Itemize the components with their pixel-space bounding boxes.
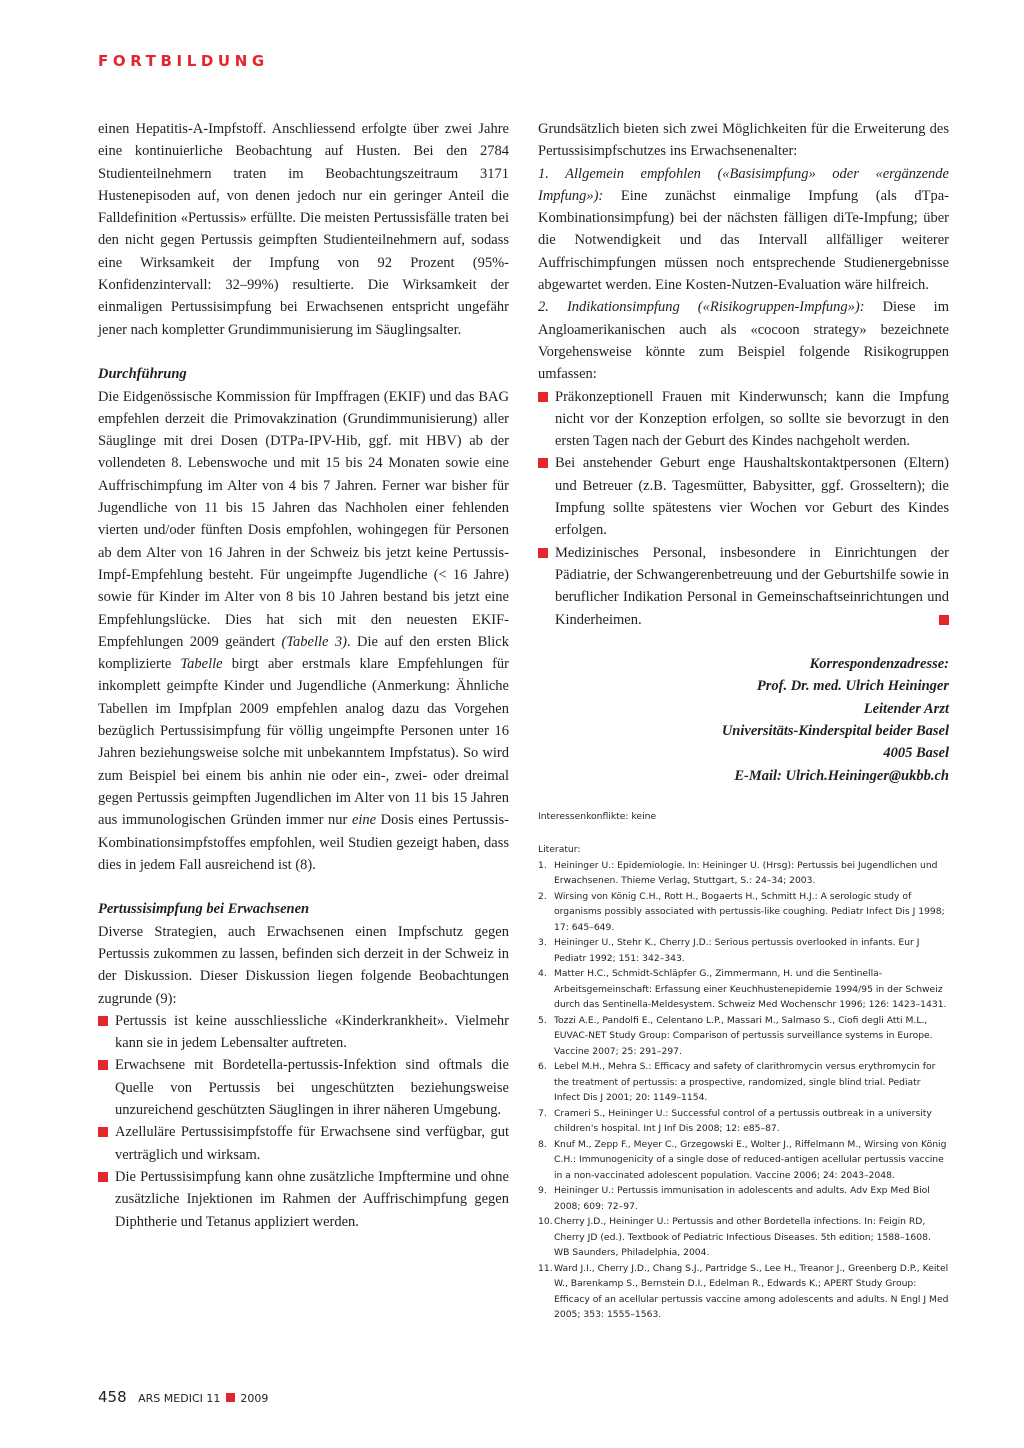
correspondence-line: Korrespondenzadresse: (809, 656, 949, 673)
option-2: 2. Indikationsimpfung («Risikogruppen-Impfung»): Diese im Angloamerikanischen auch als «cocoon strategy» bezeichnete Vorgehensweise könnte zum Beispiel folgende Risikogruppen umfassen: (538, 299, 949, 383)
journal-year: 2009 (240, 1392, 269, 1405)
reference-item: 3. Heininger U., Stehr K., Cherry J.D.: Serious pertussis overlooked in infants. Eur J Pediatr 1992; 151: 342–343. (538, 937, 920, 964)
correspondence-line: Universitäts-Kinderspital beider Basel (721, 723, 949, 740)
list-item: Präkonzeptionell Frauen mit Kinderwunsch; kann die Impfung nicht vor der Konzeption erfolgen, so sollte sie bevorzugt in den ersten Tagen nach der Geburt des Kindes nachgeholt werden. (538, 386, 949, 453)
reference-item: 7. Crameri S., Heininger U.: Successful control of a pertussis outbreak in a university children's hospital. Int J Inf Dis 2008; 12: e85–87. (538, 1107, 932, 1135)
bullet-square-icon (98, 1172, 108, 1182)
list-item: Azelluläre Pertussisimpfstoffe für Erwachsene sind verfügbar, gut verträglich und wirksam. (98, 1121, 509, 1166)
heading-erwachsene: Pertussisimpfung bei Erwachsenen (98, 901, 310, 918)
left-paragraph-2: Die Eidgenössische Kommission für Impffragen (EKIF) und das BAG empfehlen derzeit die Primovakzination (Grundimmunisierung) aller Säuglinge mit drei Dosen (DTPa-IPV-Hib, ggf. mit HBV) ab der vollendeten 8. Lebenswoche und mit 15 bis 24 Monaten sowie eine Auffrischimpfung im Alter von 4 bis 7 Jahren. Ferner war bisher für Jugendliche von 11 bis 15 Jahren das Nachholen einer fehlenden vierten und/oder fünften Dosis empfohlen, wohingegen für Personen ab dem Alter von 16 Jahren in der Schweiz bis jetzt keine Pertussis-Impf-Empfehlung besteht. Für ungeimpfte Jugendliche (< 16 Jahre) sowie für Kinder im Alter von 8 bis 10 Jahren bestand bis jetzt eine Empfehlungslücke. Dies hat sich mit den neuesten EKIF-Empfehlungen 2009 geändert (Tabelle 3). Die auf den ersten Blick komplizierte Tabelle birgt aber erstmals klare Empfehlungen für inkomplett geimpfte Kinder und Jugendliche (Anmerkung: Ähnliche Tabellen im Impfplan 2009 empfehlen analog dazu das Vorgehen bezüglich Pertussisimpfung für völlig ungeimpfte Personen unter 16 Jahren beziehungsweise solche mit unbekanntem Impfstatus). So wird zum Beispiel bei einem bis anhin nie oder ein-, zwei- oder dreimal gegen Pertussis geimpften Jugendlichen im Alter von 11 bis 15 Jahren aus immunologischen Gründen immer nur eine Dosis eines Pertussis-Kombinationsimpfstoffes empfohlen, weil Studien gezeigt haben, dass dies in jedem Fall ausreichend ist (8). (98, 388, 509, 873)
end-mark-icon (939, 615, 949, 625)
list-item: Medizinisches Personal, insbesondere in Einrichtungen der Pädiatrie, der Schwangerenbetreuung und der Geburtshilfe sowie in beruflicher Indikation Personal in Gemeinschaftseinrichtungen und Kinderheimen. (538, 542, 949, 631)
right-column (538, 118, 949, 1323)
reference-item: 4. Matter H.C., Schmidt-Schläpfer G., Zimmermann, H. und die Sentinella-Arbeitsgemeinschaft: Erfassung einer Keuchhustenepidemie 1994/95 in der Schweiz durch das Sentinella-Meldesystem. Schweiz Med Wochenschr 1996; 126: 1423–1431. (538, 968, 947, 1011)
conflict-of-interest: Interessenkonflikte: keine (538, 810, 657, 822)
option-1: 1. Allgemein empfohlen («Basisimpfung» oder «ergänzende Impfung»): Eine zunächst einmalige Impfung (als dTpa-Kombinationsimpfung) bei der nächsten fälligen diTe-Impfung; über die Notwendigkeit und das Intervall allfälliger weiterer Auffrischimpfungen müssen noch entsprechende Studienergebnisse abgewartet werden. Eine Kosten-Nutzen-Evaluation wäre hilfreich. (538, 165, 949, 294)
bullet-square-icon (98, 1127, 108, 1137)
literature-label: Literatur: (538, 844, 581, 856)
bullet-square-icon (98, 1016, 108, 1026)
journal-name: ARS MEDICI 11 (138, 1392, 221, 1405)
bullet-square-icon (98, 1060, 108, 1070)
heading-durchfuehrung: Durchführung (98, 366, 187, 383)
list-item: Pertussis ist keine ausschliessliche «Kinderkrankheit». Vielmehr kann sie in jedem Lebensalter auftreten. (98, 1010, 509, 1055)
reference-item: 1. Heininger U.: Epidemiologie. In: Heininger U. (Hrsg): Pertussis bei Jugendlichen und Erwachsenen. Thieme Verlag, Stuttgart, S.: 24–34; 2003. (538, 859, 938, 887)
correspondence-block (538, 653, 949, 787)
reference-item: 8. Knuf M., Zepp F., Meyer C., Grzegowski E., Wolter J., Riffelmann M., Wirsing von König C.H.: Immunogenicity of a single dose of reduced-antigen acellular pertussis vaccine in a non-vaccinated adolescent population. Vaccine 2006; 24: 2043–2048. (538, 1138, 947, 1181)
reference-item: 10. Cherry J.D., Heininger U.: Pertussis and other Bordetella infections. In: Feigin RD, Cherry JD (ed.). Textbook of Pediatric Infectious Diseases. 5th edition; 1588–1608. WB Saunders, Philadelphia, 2004. (538, 1216, 931, 1259)
bullet-square-icon (538, 392, 548, 402)
bullet-square-icon (538, 548, 548, 558)
right-paragraph-1: Grundsätzlich bieten sich zwei Möglichkeiten für die Erweiterung des Pertussisimpfschutzes ins Erwachsenenalter: (538, 121, 949, 160)
left-paragraph-3: Diverse Strategien, auch Erwachsenen einen Impfschutz gegen Pertussis zukommen zu lassen, befinden sich derzeit in der Schweiz in der Diskussion. Dieser Diskussion liegen folgende Beobachtungen zugrunde (9): (98, 923, 509, 1007)
correspondence-line: Leitender Arzt (863, 700, 949, 717)
correspondence-email[interactable]: E-Mail: Ulrich.Heininger@ukbb.ch (734, 767, 949, 784)
list-item: Bei anstehender Geburt enge Haushaltskontaktpersonen (Eltern) und Betreuer (z.B. Tagesmütter, Babysitter, ggf. Grosseltern); die Impfung sollte spätestens vier Wochen vor Geburt des Kindes erfolgen. (538, 452, 949, 541)
bullet-square-icon (538, 458, 548, 468)
section-header: FORTBILDUNG (98, 52, 269, 70)
list-item: Die Pertussisimpfung kann ohne zusätzliche Impftermine und ohne zusätzliche Injektionen im Rahmen der Auffrischimpfung gegen Diphtherie und Tetanus appliziert werden. (98, 1166, 509, 1233)
left-column (98, 118, 509, 1233)
reference-list (538, 858, 949, 1323)
reference-item: 2. Wirsing von König C.H., Rott H., Bogaerts H., Schmitt H.J.: A serologic study of organisms possibly associated with pertussis-like coughing. Pediatr Infect Dis J 1998; 17: 645–649. (538, 890, 945, 933)
list-item: Erwachsene mit Bordetella-pertussis-Infektion sind oftmals die Quelle von Pertussis bei ungeschützten beziehungsweise unzureichend geschützten Säuglingen in ihrer näheren Umgebung. (98, 1054, 509, 1121)
page-footer (98, 1388, 268, 1406)
footer-square-icon (226, 1393, 235, 1402)
reference-item: 11. Ward J.I., Cherry J.D., Chang S.J., Partridge S., Lee H., Treanor J., Greenberg D.P., Keitel W., Barenkamp S., Bernstein D.I., Edelman R., Edwards K.; APERT Study Group: Efficacy of an acellular pertussis vaccine among adolescents and adults. N Engl J Med 2005; 353: 1555–1563. (538, 1262, 949, 1321)
reference-item: 5. Tozzi A.E., Pandolfi E., Celentano L.P., Massari M., Salmaso S., Ciofi degli Atti M.L., EUVAC-NET Study Group: Comparison of pertussis surveillance systems in Europe. Vaccine 2007; 25: 291–297. (538, 1014, 933, 1057)
reference-item: 6. Lebel M.H., Mehra S.: Efficacy and safety of clarithromycin versus erythromycin for the treatment of pertussis: a prospective, randomized, single blind trial. Pediatr Infect Dis J 2001; 20: 1149–1154. (538, 1061, 936, 1104)
page-number: 458 (98, 1388, 127, 1406)
left-paragraph-1: einen Hepatitis-A-Impfstoff. Anschliessend erfolgte über zwei Jahre eine kontinuierliche Beobachtung auf Husten. Bei den 2784 Studienteilnehmern traten im Beobachtungszeitraum 3171 Hustenepisoden auf, von denen jedoch nur ein geringer Anteil die Falldefinition «Pertussis» erfüllte. Die meisten Pertussisfälle traten bei den nicht gegen Pertussis geimpften Studienteilnehmern auf, sodass eine Wirksamkeit der Impfung von 92 Prozent (95%-Konfidenzintervall: 32–99%) resultierte. Die Wirksamkeit der einmaligen Pertussisimpfung bei Erwachsenen entspricht ungefähr jener nach kompletter Grundimmunisierung im Säuglingsalter. (98, 121, 509, 338)
correspondence-line: 4005 Basel (883, 745, 949, 762)
correspondence-line: Prof. Dr. med. Ulrich Heininger (756, 678, 949, 695)
reference-item: 9. Heininger U.: Pertussis immunisation in adolescents and adults. Adv Exp Med Biol 2008; 609: 72–97. (538, 1185, 930, 1212)
